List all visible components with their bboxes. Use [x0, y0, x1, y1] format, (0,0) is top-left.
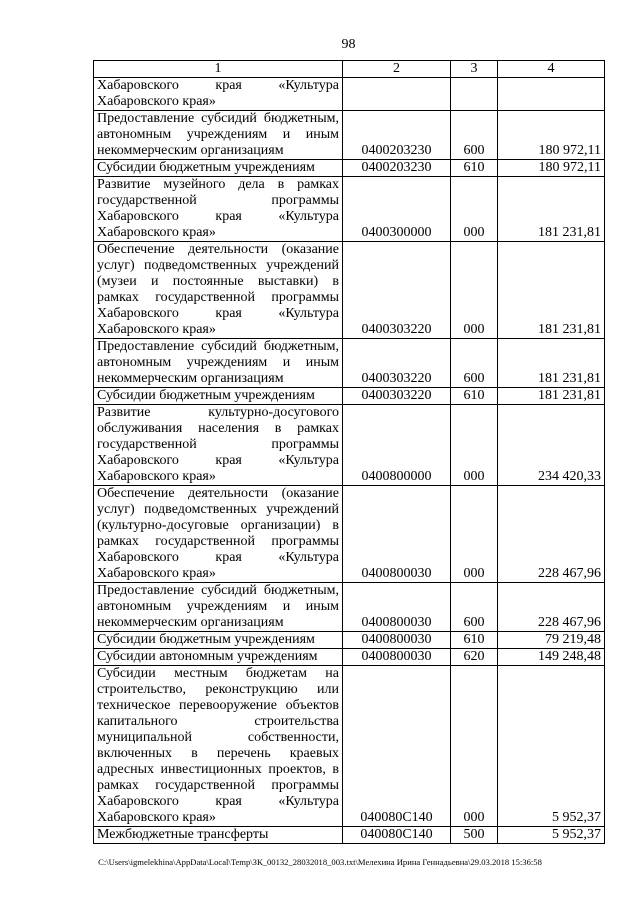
- expense-name-cell: [94, 486, 343, 583]
- expense-name-line: некоммерческим организациям: [97, 615, 284, 630]
- header-cell-2: 2: [343, 61, 451, 78]
- expense-type-code-cell: 620: [451, 649, 498, 666]
- amount-cell: 228 467,96: [498, 486, 605, 583]
- expense-name-line: Межбюджетные трансферты: [97, 827, 269, 842]
- expense-name-line: Хабаровского края «Культура: [97, 794, 339, 809]
- table-row: [94, 339, 605, 388]
- expense-name-cell: [94, 111, 343, 160]
- expense-name-line: некоммерческим организациям: [97, 371, 284, 386]
- table-row: [94, 160, 605, 177]
- target-article-code-cell: 0400303220: [343, 339, 451, 388]
- table-row: [94, 388, 605, 405]
- expense-type-code-cell: 600: [451, 111, 498, 160]
- expense-name-cell: [94, 388, 343, 405]
- expense-name-line: Субсидии бюджетным учреждениям: [97, 160, 315, 175]
- expense-name-cell: [94, 177, 343, 242]
- expense-name-line: Предоставление субсидий бюджетным,: [97, 583, 339, 598]
- expense-name-line: Хабаровского края»: [97, 810, 216, 825]
- amount-cell: 149 248,48: [498, 649, 605, 666]
- target-article-code-cell: 0400303220: [343, 242, 451, 339]
- expense-name-line: государственной программы: [97, 193, 339, 208]
- target-article-code-cell: 0400203230: [343, 111, 451, 160]
- target-article-code-cell: 040080С140: [343, 827, 451, 844]
- table-row: [94, 78, 605, 111]
- expense-name-line: Хабаровского края «Культура: [97, 209, 339, 224]
- expense-name-line: муниципальной собственности,: [97, 730, 339, 745]
- expense-name-line: капитального строительства: [97, 714, 339, 729]
- expense-type-code-cell: [451, 78, 498, 111]
- target-article-code-cell: [343, 78, 451, 111]
- expense-name-line: Субсидии местным бюджетам на: [97, 666, 339, 681]
- expense-name-line: (музеи и постоянные выставки) в: [97, 274, 339, 289]
- expense-name-line: услуг) подведомственных учреждений: [97, 502, 339, 517]
- amount-cell: 5 952,37: [498, 666, 605, 827]
- target-article-code-cell: 0400800030: [343, 583, 451, 632]
- target-article-code-cell: 0400300000: [343, 177, 451, 242]
- expense-name-line: строительство, реконструкцию или: [97, 682, 339, 697]
- amount-cell: 181 231,81: [498, 242, 605, 339]
- page-number: 98: [341, 37, 356, 52]
- expense-type-code-cell: 610: [451, 160, 498, 177]
- expense-name-line: Хабаровского края»: [97, 94, 216, 109]
- expense-name-line: Хабаровского края «Культура: [97, 550, 339, 565]
- expense-name-line: Субсидии бюджетным учреждениям: [97, 632, 315, 647]
- expense-name-cell: [94, 632, 343, 649]
- expense-name-line: некоммерческим организациям: [97, 143, 284, 158]
- table-row: [94, 632, 605, 649]
- file-path-footer: C:\Users\igmelekhina\AppData\Local\Temp\ЗК_00132_28032018_003.txt\Мелехина Ирина Геннадьевна\29.03.2018 15:36:58: [98, 857, 542, 867]
- expense-name-line: Развитие культурно-досугового: [97, 405, 339, 420]
- expense-name-line: государственной программы: [97, 437, 339, 452]
- expense-type-code-cell: 600: [451, 339, 498, 388]
- amount-cell: 228 467,96: [498, 583, 605, 632]
- expense-name-line: Предоставление субсидий бюджетным,: [97, 339, 339, 354]
- target-article-code-cell: 0400303220: [343, 388, 451, 405]
- expense-name-line: Хабаровского края «Культура: [97, 78, 339, 93]
- expense-name-line: включенных в перечень краевых: [97, 746, 339, 761]
- amount-cell: [498, 78, 605, 111]
- expense-name-cell: [94, 405, 343, 486]
- expense-name-line: рамках государственной программы: [97, 290, 339, 305]
- expense-name-line: рамках государственной программы: [97, 534, 339, 549]
- target-article-code-cell: 0400800030: [343, 632, 451, 649]
- expense-name-line: рамках государственной программы: [97, 778, 339, 793]
- amount-cell: 234 420,33: [498, 405, 605, 486]
- target-article-code-cell: 0400203230: [343, 160, 451, 177]
- table-row: [94, 111, 605, 160]
- expense-name-line: Субсидии бюджетным учреждениям: [97, 388, 315, 403]
- header-cell-1: 1: [94, 61, 343, 78]
- expense-name-line: (культурно-досуговые организации) в: [97, 518, 339, 533]
- target-article-code-cell: 0400800000: [343, 405, 451, 486]
- expense-name-line: Хабаровского края»: [97, 225, 216, 240]
- expense-name-cell: [94, 649, 343, 666]
- expense-name-line: Развитие музейного дела в рамках: [97, 177, 339, 192]
- table-row: [94, 827, 605, 844]
- expense-name-line: автономным учреждениям и иным: [97, 355, 339, 370]
- expense-name-line: обслуживания населения в рамках: [97, 421, 339, 436]
- header-cell-4: 4: [498, 61, 605, 78]
- amount-cell: 79 219,48: [498, 632, 605, 649]
- amount-cell: 181 231,81: [498, 388, 605, 405]
- expense-name-cell: [94, 339, 343, 388]
- expense-name-cell: [94, 666, 343, 827]
- expense-name-cell: [94, 242, 343, 339]
- target-article-code-cell: 0400800030: [343, 649, 451, 666]
- expense-name-cell: [94, 827, 343, 844]
- expense-type-code-cell: 000: [451, 666, 498, 827]
- table-row: [94, 405, 605, 486]
- expense-name-line: Обеспечение деятельности (оказание: [97, 242, 339, 257]
- expense-name-cell: [94, 78, 343, 111]
- expense-name-cell: [94, 583, 343, 632]
- expense-name-line: Хабаровского края»: [97, 469, 216, 484]
- expense-name-line: Субсидии автономным учреждениям: [97, 649, 318, 664]
- amount-cell: 181 231,81: [498, 177, 605, 242]
- expense-name-line: автономным учреждениям и иным: [97, 127, 339, 142]
- target-article-code-cell: 0400800030: [343, 486, 451, 583]
- expense-name-line: Хабаровского края «Культура: [97, 306, 339, 321]
- amount-cell: 5 952,37: [498, 827, 605, 844]
- expense-type-code-cell: 000: [451, 177, 498, 242]
- expense-type-code-cell: 610: [451, 632, 498, 649]
- table-row: [94, 486, 605, 583]
- amount-cell: 181 231,81: [498, 339, 605, 388]
- expense-name-line: адресных инвестиционных проектов, в: [97, 762, 339, 777]
- header-cell-3: 3: [451, 61, 498, 78]
- expense-type-code-cell: 000: [451, 486, 498, 583]
- amount-cell: 180 972,11: [498, 111, 605, 160]
- expense-type-code-cell: 000: [451, 242, 498, 339]
- expense-type-code-cell: 600: [451, 583, 498, 632]
- expense-name-line: автономным учреждениям и иным: [97, 599, 339, 614]
- budget-table: [93, 60, 605, 844]
- table-row: [94, 583, 605, 632]
- expense-type-code-cell: 500: [451, 827, 498, 844]
- expense-name-line: техническое перевооружение объектов: [97, 698, 339, 713]
- expense-name-line: услуг) подведомственных учреждений: [97, 258, 339, 273]
- expense-type-code-cell: 000: [451, 405, 498, 486]
- expense-name-line: Обеспечение деятельности (оказание: [97, 486, 339, 501]
- table-row: [94, 649, 605, 666]
- amount-cell: 180 972,11: [498, 160, 605, 177]
- expense-name-line: Хабаровского края»: [97, 322, 216, 337]
- expense-name-cell: [94, 160, 343, 177]
- table-header-row: [94, 61, 605, 78]
- expense-name-line: Предоставление субсидий бюджетным,: [97, 111, 339, 126]
- target-article-code-cell: 040080С140: [343, 666, 451, 827]
- expense-name-line: Хабаровского края «Культура: [97, 453, 339, 468]
- expense-name-line: Хабаровского края»: [97, 566, 216, 581]
- table-row: [94, 177, 605, 242]
- expense-type-code-cell: 610: [451, 388, 498, 405]
- table-row: [94, 242, 605, 339]
- table-row: [94, 666, 605, 827]
